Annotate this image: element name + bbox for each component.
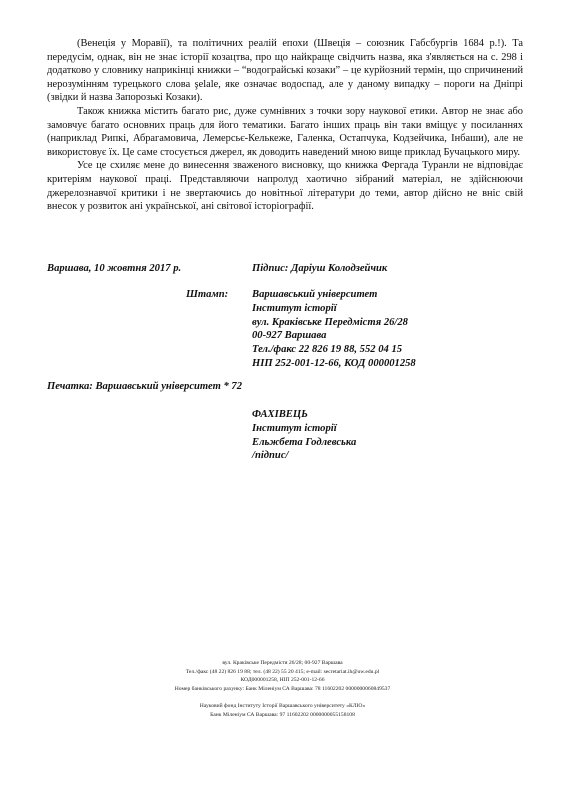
footer-address-block [0, 659, 565, 693]
body-text [47, 37, 523, 214]
stamp-line: Інститут історії [252, 302, 337, 314]
specialist-name: Ельжбета Годлевська [252, 436, 357, 448]
stamp-block [252, 288, 416, 371]
stamp-label: Штамп: [186, 289, 229, 300]
specialist-title: ФАХІВЕЦЬ [252, 409, 308, 420]
stamp-line: Варшавський університет [252, 289, 378, 300]
paragraph-3: Усе це схиляє мене до винесення зваженого висновку, що книжка Фергада Туранли не відповідає критеріям наукової праці. Представляючи напролуд хаотично зібраний матеріал, не здійснюючи джерелознавчої критики і не звертаючись до новітньої літератури до теми, автор дійсно не вніс свій внесок у розвиток ані української, ані світової історіографії. [47, 160, 523, 213]
stamp-line: вул. Краківське Передмістя 26/28 [252, 316, 408, 328]
paragraph-2: Також книжка містить багато рис, дуже сумнівних з точки зору наукової етики. Автор не знає або замовчує багато основних праць для його тематики. Багато інших праць він таки вміщує у посиланнях (наприклад Рипкі, Абрагамовича, Лемерсьє-Келькеже, Галенка, Остапчука, Кодзейчика, Інбаши), але не використовує їх. Це саме стосується джерел, як доводить наведений мною вище приклад Бучацького миру. [47, 105, 523, 158]
footer-line: Науковий фонд Інституту Історії Варшавського університету «КЛІО» [199, 703, 366, 709]
stamp-line: НІП 252-001-12-66, КОД 000001258 [252, 357, 416, 369]
footer-fund-block [0, 702, 565, 719]
footer-line: вул. Краківське Передмістя 26/28; 00-927 Варшава [222, 660, 343, 666]
place-date: Варшава, 10 жовтня 2017 р. [47, 263, 182, 274]
paragraph-1: (Венеція у Моравії), та політичних реалій епохи (Швеція – союзник Габсбургів 1684 р.!). Та передусім, однак, він не знає історії козацтва, про що найкраще свідчить назва, яка з'являється на с. 298 і додатково у словнику наприкінці книжки – “водограйські козаки” – це курйозний термін, що спричинений нерозумінням турецького слова şelale, яке означає водоспад, але у даному випадку – пороги на Дніпрі (звідки й назва Запорозькі Козаки). [47, 38, 523, 104]
footer-line: Тел./факс (48 22) 826 19 88; тел. (48 22) 55 20 415; e-mail: secretariat.ih@uw.edu.pl [185, 668, 380, 675]
specialist-block [252, 408, 356, 463]
footer-line: КОД000001258, НІП 252-001-12-66 [240, 677, 325, 684]
stamp-line: 00-927 Варшава [252, 330, 327, 342]
signature-line: Підпис: Даріуш Колодзейчик [252, 263, 388, 274]
seal-line: Печатка: Варшавський університет * 72 [47, 381, 243, 392]
specialist-signature: /підпис/ [252, 450, 289, 462]
footer-line: Номер банківського рахунку: Банк Міленіум СА Варшава: 78 11602202 0000000060849537 [174, 685, 391, 692]
specialist-institute: Інститут історії [252, 422, 337, 434]
footer-line: Банк Міленіум СА Варшава: 97 11602202 0000000055158108 [210, 711, 355, 718]
stamp-line: Тел./факс 22 826 19 88, 552 04 15 [252, 344, 403, 356]
